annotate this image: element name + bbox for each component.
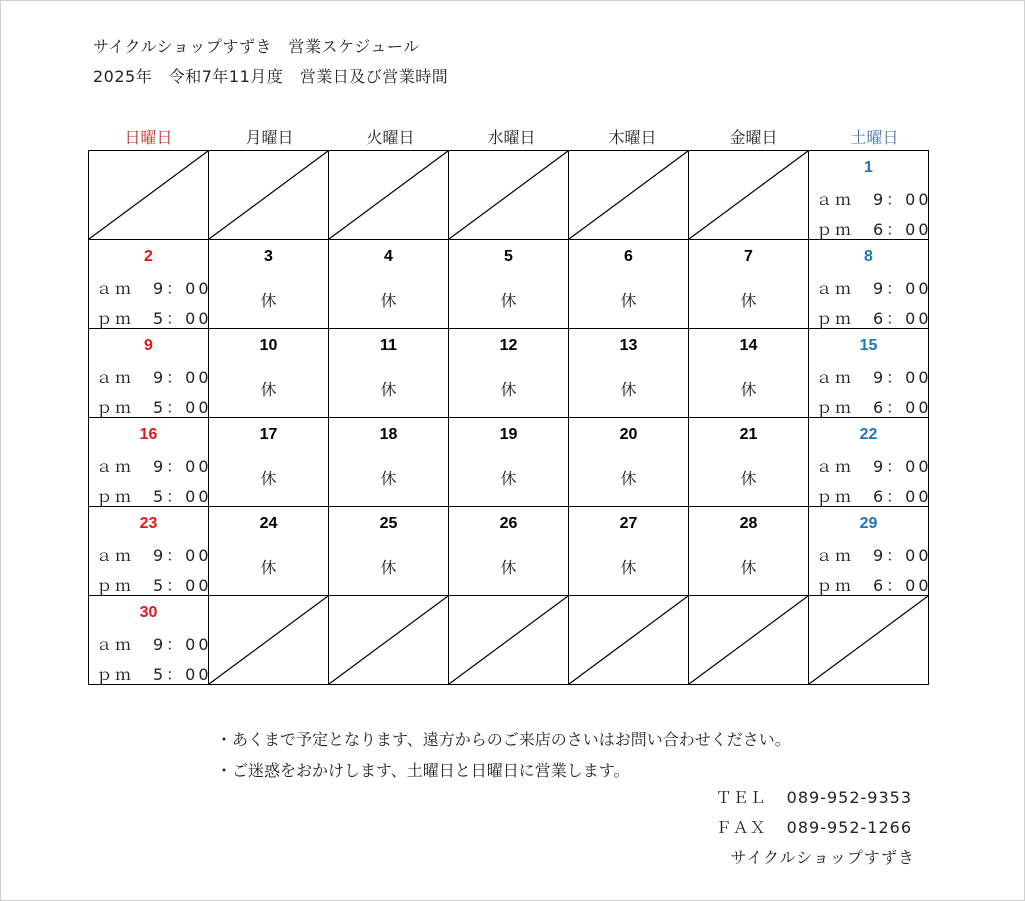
fax-line [716,815,912,838]
tel-line [716,785,912,808]
day-cell [449,418,569,507]
calendar-grid [88,150,932,685]
day-cell [209,329,329,418]
page-subtitle: 2025年 令和7年11月度 営業日及び営業時間 [93,67,449,86]
day-number: 10 [259,337,278,354]
day-number: 1 [864,159,873,176]
note-line: ・あくまで予定となります、遠方からのご来店のさいはお問い合わせください。 [216,730,791,749]
day-cell [89,329,212,418]
diagonal-slash [689,151,808,239]
day-number: 29 [859,515,878,532]
diagonal-slash [449,596,568,684]
empty-day-cell [89,151,209,240]
day-number: 16 [139,426,158,443]
fax-number: 089-952-1266 [786,818,912,837]
closed-label: 休 [620,469,637,488]
diagonal-slash [569,151,688,239]
day-cell [809,329,932,418]
day-cell [809,507,932,596]
day-number: 6 [624,248,633,265]
day-cell [569,507,689,596]
day-cell [449,240,569,329]
weekday-wednesday: 水曜日 [487,128,536,147]
day-cell [689,329,809,418]
empty-day-cell [209,151,329,240]
close-time: ｐｍ 5：00 [96,398,212,417]
close-time: ｐｍ 6：00 [816,309,932,328]
day-number: 14 [739,337,758,354]
calendar-week [89,240,929,329]
empty-day-cell [569,596,689,685]
diagonal-slash [89,151,208,239]
closed-label: 休 [500,291,517,310]
weekday-header [88,125,937,147]
day-cell [569,418,689,507]
day-number: 19 [499,426,518,443]
day-cell [809,240,932,329]
day-number: 5 [504,248,513,265]
closed-label: 休 [740,558,757,577]
empty-day-cell [329,151,449,240]
day-cell [809,151,932,240]
day-number: 21 [739,426,758,443]
day-cell [89,418,212,507]
closed-label: 休 [740,469,757,488]
tel-number: 089-952-9353 [786,788,912,807]
empty-day-cell [809,596,929,685]
diagonal-slash [209,151,328,239]
day-cell [689,240,809,329]
closed-label: 休 [380,380,397,399]
day-number: 4 [384,248,393,265]
close-time: ｐｍ 5：00 [96,576,212,595]
empty-day-cell [449,596,569,685]
day-number: 26 [499,515,518,532]
day-number: 2 [144,248,153,265]
empty-day-cell [569,151,689,240]
weekday-saturday: 土曜日 [850,128,899,147]
tel-label: ＴＥＬ [715,788,767,807]
empty-day-cell [449,151,569,240]
close-time: ｐｍ 6：00 [816,398,932,417]
closed-label: 休 [260,558,277,577]
empty-day-cell [689,151,809,240]
closed-label: 休 [380,469,397,488]
day-cell [809,418,932,507]
day-number: 18 [379,426,398,443]
shop-name: サイクルショップすずき [730,848,915,867]
day-number: 12 [499,337,518,354]
weekday-monday: 月曜日 [245,128,294,147]
note-line: ・ご迷惑をおかけします、土曜日と日曜日に営業します。 [216,761,630,780]
diagonal-slash [209,596,328,684]
closed-label: 休 [380,558,397,577]
day-cell [329,418,449,507]
open-time: ａｍ 9：00 [816,546,932,565]
closed-label: 休 [740,380,757,399]
close-time: ｐｍ 6：00 [816,576,932,595]
calendar-week [89,596,929,685]
day-number: 17 [259,426,278,443]
day-cell [209,240,329,329]
open-time: ａｍ 9：00 [96,635,212,654]
close-time: ｐｍ 5：00 [96,487,212,506]
closed-label: 休 [500,469,517,488]
open-time: ａｍ 9：00 [816,368,932,387]
open-time: ａｍ 9：00 [816,190,932,209]
empty-day-cell [689,596,809,685]
open-time: ａｍ 9：00 [96,279,212,298]
diagonal-slash [809,596,928,684]
day-cell [209,507,329,596]
open-time: ａｍ 9：00 [816,457,932,476]
closed-label: 休 [380,291,397,310]
day-number: 9 [144,337,153,354]
closed-label: 休 [620,558,637,577]
diagonal-slash [569,596,688,684]
empty-day-cell [329,596,449,685]
day-number: 28 [739,515,758,532]
close-time: ｐｍ 6：00 [816,487,932,506]
calendar-week [89,418,929,507]
day-cell [89,240,212,329]
day-cell [449,329,569,418]
open-time: ａｍ 9：00 [816,279,932,298]
open-time: ａｍ 9：00 [96,368,212,387]
day-cell [689,507,809,596]
diagonal-slash [329,151,448,239]
closed-label: 休 [260,469,277,488]
day-number: 22 [859,426,878,443]
day-cell [329,329,449,418]
open-time: ａｍ 9：00 [96,457,212,476]
day-cell [689,418,809,507]
calendar-week [89,507,929,596]
open-time: ａｍ 9：00 [96,546,212,565]
day-number: 30 [139,604,158,621]
calendar-week [89,329,929,418]
empty-day-cell [209,596,329,685]
day-number: 23 [139,515,158,532]
day-cell [89,596,212,685]
day-cell [449,507,569,596]
weekday-friday: 金曜日 [729,128,778,147]
day-cell [209,418,329,507]
day-cell [329,240,449,329]
weekday-thursday: 木曜日 [608,128,657,147]
closed-label: 休 [260,291,277,310]
close-time: ｐｍ 5：00 [96,309,212,328]
closed-label: 休 [620,291,637,310]
day-cell [569,240,689,329]
day-number: 8 [864,248,873,265]
day-number: 20 [619,426,638,443]
day-number: 27 [619,515,638,532]
day-number: 25 [379,515,398,532]
day-cell [569,329,689,418]
day-number: 13 [619,337,638,354]
diagonal-slash [329,596,448,684]
day-number: 24 [259,515,278,532]
day-number: 7 [744,248,753,265]
day-cell [89,507,212,596]
closed-label: 休 [500,558,517,577]
day-number: 15 [859,337,878,354]
page-title: サイクルショップすずき 営業スケジュール [93,37,420,56]
diagonal-slash [689,596,808,684]
closed-label: 休 [260,380,277,399]
fax-label: ＦＡＸ [715,818,767,837]
closed-label: 休 [740,291,757,310]
weekday-sunday: 日曜日 [124,128,173,147]
closed-label: 休 [620,380,637,399]
day-cell [329,507,449,596]
closed-label: 休 [500,380,517,399]
notes [216,724,791,786]
diagonal-slash [449,151,568,239]
close-time: ｐｍ 5：00 [96,665,212,684]
day-number: 11 [380,337,397,354]
calendar-week [89,151,929,240]
weekday-tuesday: 火曜日 [366,128,415,147]
close-time: ｐｍ 6：00 [816,220,932,239]
day-number: 3 [264,248,273,265]
